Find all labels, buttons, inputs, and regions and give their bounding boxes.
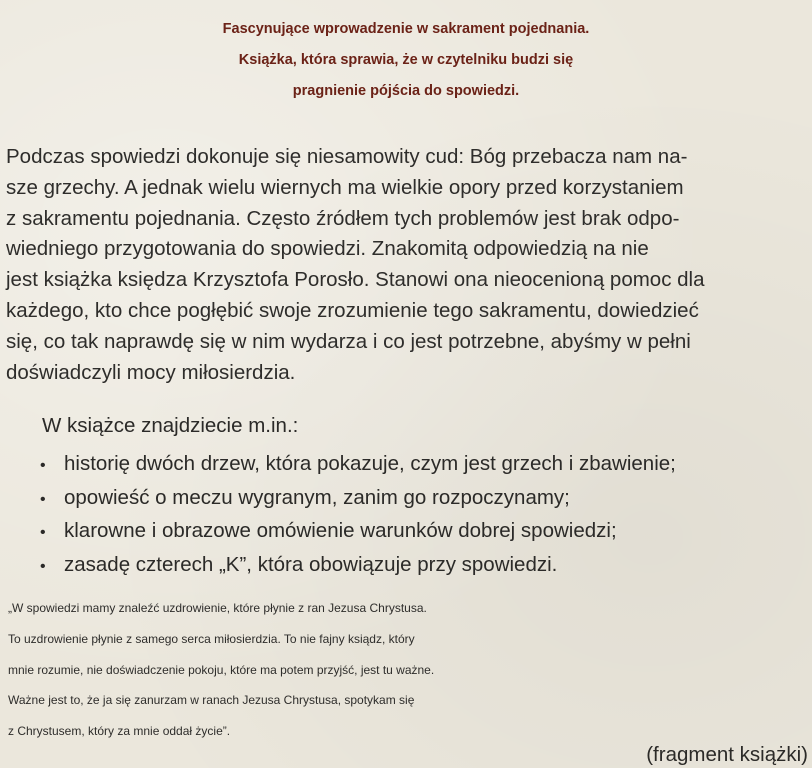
contents-list — [40, 448, 676, 582]
quote-line: z Chrystusem, który za mnie oddał życie”. — [8, 724, 231, 739]
list-item-text: zasadę czterech „K”, która obowiązuje przy spowiedzi. — [64, 552, 558, 576]
intro-line: Podczas spowiedzi dokonuje się niesamowity cud: Bóg przebacza nam na- — [6, 145, 688, 168]
intro-line: wiedniego przygotowania do spowiedzi. Znakomitą odpowiedzią na nie — [6, 237, 649, 261]
quote-line: mnie rozumie, nie doświadczenie pokoju, które ma potem przyjść, jest tu ważne. — [8, 662, 435, 677]
list-item-text: klarowne i obrazowe omówienie warunków dobrej spowiedzi; — [64, 519, 617, 542]
intro-line: jest książka księdza Krzysztofa Porosło. Stanowi ona nieocenioną pomoc dla — [6, 268, 705, 292]
quote-line: To uzdrowienie płynie z samego serca miłosierdzia. To nie fajny ksiądz, który — [8, 631, 415, 646]
headline-line-2: Książka, która sprawia, że w czytelniku budzi się — [238, 52, 574, 68]
bullet-icon: • — [40, 490, 46, 508]
list-item — [40, 482, 676, 516]
list-intro: W książce znajdziecie m.in.: — [42, 414, 299, 437]
bullet-icon: • — [40, 457, 46, 474]
quote-line: „W spowiedzi mamy znaleźć uzdrowienie, które płynie z ran Jezusa Chrystusa. — [8, 601, 427, 615]
list-item-text: opowieść o meczu wygranym, zanim go rozpoczynamy; — [64, 485, 570, 509]
headline — [0, 14, 812, 107]
headline-line-1: Fascynujące wprowadzenie w sakrament pojednania. — [222, 21, 590, 37]
intro-line: z sakramentu pojednania. Często źródłem tych problemów jest brak odpo- — [6, 206, 680, 230]
bullet-icon: • — [40, 557, 46, 575]
intro-paragraph — [6, 142, 806, 388]
quote-paragraph — [8, 593, 808, 747]
intro-line: doświadczyli mocy miłosierdzia. — [6, 360, 296, 384]
list-item — [40, 515, 676, 549]
bullet-icon: • — [40, 524, 46, 541]
quote-source: (fragment książki) — [646, 743, 808, 766]
intro-line: sze grzechy. A jednak wielu wiernych ma wielkie opory przed korzystaniem — [6, 175, 684, 199]
intro-line: się, co tak naprawdę się w nim wydarza i co jest potrzebne, abyśmy w pełni — [6, 329, 691, 353]
list-item — [40, 448, 676, 482]
list-item — [40, 549, 676, 583]
headline-line-3: pragnienie pójścia do spowiedzi. — [292, 83, 520, 99]
list-item-text: historię dwóch drzew, która pokazuje, czym jest grzech i zbawienie; — [64, 452, 676, 475]
quote-line: Ważne jest to, że ja się zanurzam w ranach Jezusa Chrystusa, spotykam się — [8, 693, 415, 708]
intro-line: każdego, kto chce pogłębić swoje zrozumienie tego sakramentu, dowiedzieć — [6, 298, 699, 322]
